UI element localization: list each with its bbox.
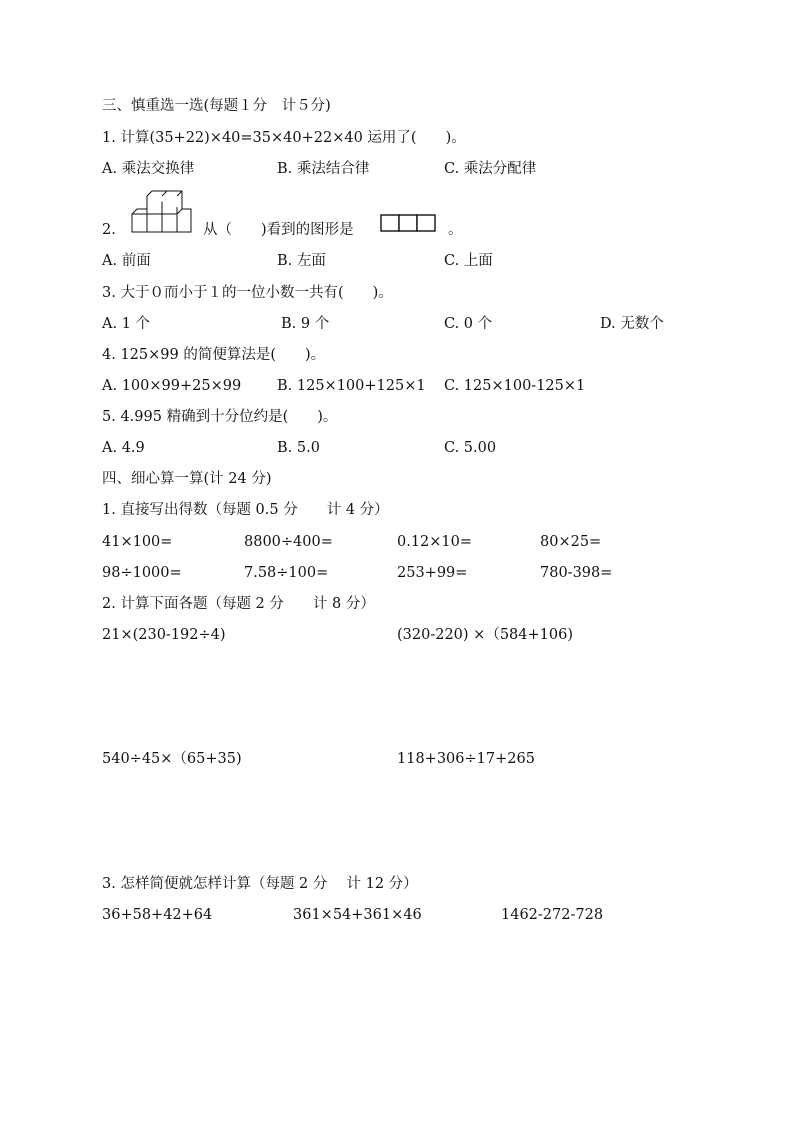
question-stem: 3. 大于０而小于１的一位小数一共有( )。 <box>102 285 393 301</box>
option-b: B. 125×100+125×1 <box>277 378 426 394</box>
option-d: D. 无数个 <box>600 316 664 332</box>
front-view-figure <box>380 214 437 232</box>
calc-item: 540÷45×（65+35) <box>102 751 242 767</box>
calc-item: 0.12×10= <box>397 534 473 550</box>
question-stem: 4. 125×99 的简便算法是( )。 <box>102 347 326 363</box>
calc-item: 7.58÷100= <box>244 565 329 581</box>
option-b: B. 5.0 <box>277 440 320 456</box>
option-c: C. 0 个 <box>444 316 493 332</box>
calc-item: 8800÷400= <box>244 534 333 550</box>
calc-item: 361×54+361×46 <box>293 907 422 923</box>
part-title: 2. 计算下面各题（每题 2 分 计 8 分） <box>102 596 375 612</box>
option-c: C. 5.00 <box>444 440 497 456</box>
option-a: A. 乘法交换律 <box>102 161 195 177</box>
question-stem: 5. 4.995 精确到十分位约是( )。 <box>102 409 338 425</box>
option-a: A. 100×99+25×99 <box>102 378 242 394</box>
calc-item: 41×100= <box>102 534 173 550</box>
option-b: B. 左面 <box>277 253 326 269</box>
question-number: 2. <box>102 222 116 238</box>
part-title: 1. 直接写出得数（每题 0.5 分 计 4 分） <box>102 502 389 518</box>
option-b: B. 乘法结合律 <box>277 161 370 177</box>
option-c: C. 上面 <box>444 253 493 269</box>
section-title: 三、慎重选一选(每题１分 计５分) <box>102 98 331 114</box>
calc-item: 98÷1000= <box>102 565 182 581</box>
option-a: A. 前面 <box>102 253 151 269</box>
calc-item: 780-398= <box>540 565 613 581</box>
calc-item: 1462-272-728 <box>501 907 604 923</box>
option-a: A. 1 个 <box>102 316 151 332</box>
calc-item: 21×(230-192÷4) <box>102 627 226 643</box>
option-b: B. 9 个 <box>281 316 330 332</box>
calc-item: 253+99= <box>397 565 468 581</box>
cube-figure <box>131 190 193 234</box>
option-c: C. 乘法分配律 <box>444 161 537 177</box>
calc-item: 36+58+42+64 <box>102 907 213 923</box>
option-c: C. 125×100-125×1 <box>444 378 586 394</box>
section-title: 四、细心算一算(计 24 分) <box>102 471 272 487</box>
question-text: 从（ )看到的图形是 <box>203 222 354 238</box>
part-title: 3. 怎样简便就怎样计算（每题 2 分 计 12 分） <box>102 876 418 892</box>
question-end: 。 <box>448 222 463 238</box>
calc-item: 118+306÷17+265 <box>397 751 535 767</box>
option-a: A. 4.9 <box>102 440 145 456</box>
question-stem: 1. 计算(35+22)×40=35×40+22×40 运用了( )。 <box>102 130 466 146</box>
calc-item: 80×25= <box>540 534 602 550</box>
calc-item: (320-220) ×（584+106) <box>397 627 573 643</box>
